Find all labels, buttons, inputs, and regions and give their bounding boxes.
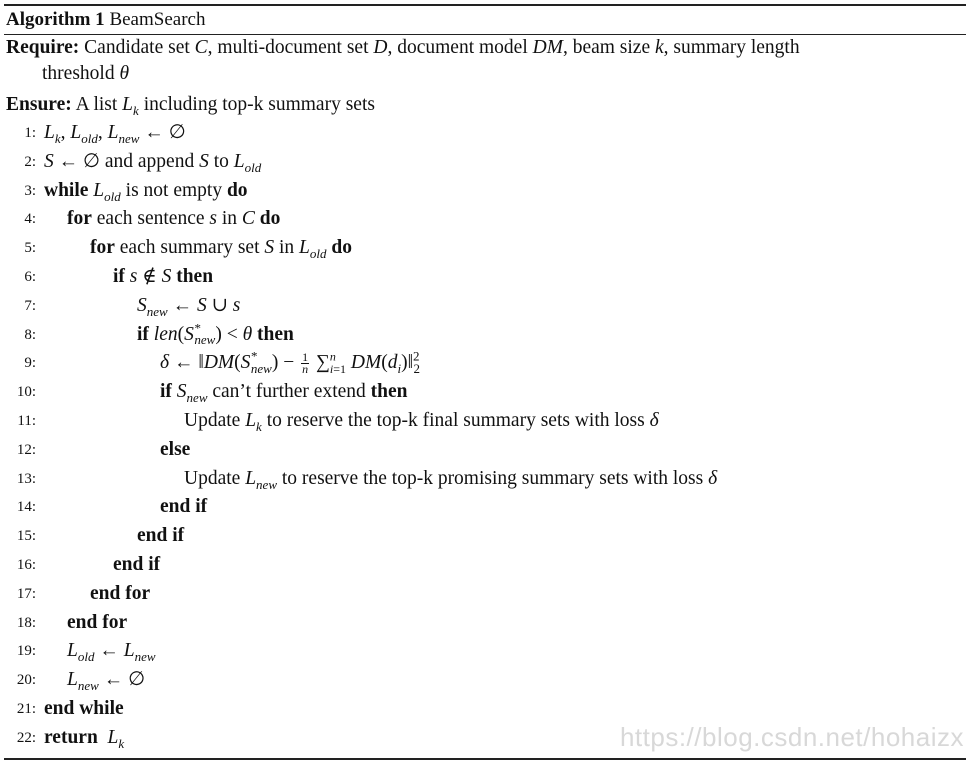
algo-line-15	[4, 522, 966, 551]
algo-line-16	[4, 551, 966, 580]
line-number: 18:	[16, 614, 36, 631]
algo-line-7	[4, 292, 966, 321]
require-text-6: threshold	[42, 63, 120, 84]
watermark-text: https://blog.csdn.net/hohaizx	[619, 722, 964, 752]
var-D: D	[373, 37, 388, 58]
line-content: end while	[44, 697, 124, 719]
require-text-3: , document model	[387, 37, 533, 58]
line-number: 10:	[16, 384, 36, 401]
bottom-rule	[4, 758, 966, 760]
line-content: end for	[90, 582, 151, 604]
ensure-line	[4, 90, 966, 119]
require-line	[4, 35, 966, 61]
algo-line-3	[4, 177, 966, 206]
algo-line-1	[4, 119, 966, 148]
line-number: 22:	[16, 729, 36, 746]
algorithm-title	[4, 6, 966, 34]
line-number: 16:	[16, 556, 36, 573]
line-content: if $S_{new}$ can’t further extend then	[160, 381, 408, 406]
algo-line-18	[4, 609, 966, 638]
line-content: return $L_k$	[44, 726, 125, 751]
algo-line-21	[4, 695, 966, 724]
algo-line-4	[4, 205, 966, 234]
line-content: $L_k$, $L_{old}$, $L_{new}$ ← ∅	[44, 122, 186, 146]
line-number: 11:	[17, 412, 36, 429]
line-content: end if	[113, 553, 161, 575]
require-line-cont	[4, 61, 966, 90]
algo-line-12	[4, 436, 966, 465]
algo-line-6	[4, 263, 966, 292]
algo-line-9	[4, 349, 966, 378]
algorithm-block	[4, 4, 966, 753]
algo-line-8	[4, 321, 966, 350]
algo-line-5	[4, 234, 966, 263]
var-theta: θ	[119, 63, 130, 84]
require-text-2: , multi-document set	[207, 37, 374, 58]
line-number: 20:	[16, 672, 36, 689]
var-Lk: $L_k$	[122, 94, 139, 118]
line-number: 1:	[24, 125, 36, 141]
algo-line-13	[4, 465, 966, 494]
require-label: Require:	[6, 37, 80, 58]
line-content: if $len(S^*_{new}) < \theta$ then	[137, 320, 294, 348]
ensure-text-1: A list	[75, 94, 123, 115]
algo-line-14	[4, 493, 966, 522]
line-number: 3:	[24, 182, 36, 199]
algorithm-name: BeamSearch	[109, 9, 206, 30]
line-content: $L_{new}$ ← ∅	[67, 669, 146, 694]
line-content: for each sentence s in C do	[67, 208, 281, 230]
line-number: 12:	[16, 441, 36, 458]
line-number: 17:	[16, 585, 36, 602]
line-number: 5:	[24, 240, 36, 257]
algo-line-10	[4, 378, 966, 407]
line-content: Update $L_k$ to reserve the top-k final summary sets with loss δ	[184, 409, 659, 434]
line-content: if s ∉ S then	[113, 265, 214, 287]
require-text-4: , beam size	[562, 37, 655, 58]
line-number: 15:	[16, 528, 36, 545]
ensure-label: Ensure:	[6, 94, 72, 115]
line-number: 4:	[24, 211, 36, 228]
line-number: 14:	[16, 499, 36, 516]
line-content: $S_{new}$ ← S ∪ s	[137, 294, 241, 319]
var-k: k	[655, 37, 664, 58]
require-text-5: , summary length	[663, 37, 800, 58]
algorithm-label: Algorithm 1	[6, 9, 105, 30]
line-number: 13:	[16, 470, 36, 487]
line-content: end if	[137, 525, 185, 547]
line-content: while $L_{old}$ is not empty do	[44, 179, 248, 204]
line-content: else	[160, 438, 191, 460]
require-text-1: Candidate set	[84, 37, 195, 58]
line-content: end for	[67, 611, 128, 633]
algo-line-20	[4, 666, 966, 695]
line-content: end if	[160, 496, 208, 518]
line-content: for each summary set S in $L_{old}$ do	[90, 237, 352, 262]
ensure-text-2: including top-k summary sets	[138, 94, 375, 115]
line-number: 2:	[24, 153, 36, 170]
algo-line-2	[4, 148, 966, 177]
line-number: 8:	[24, 326, 36, 343]
line-content: Update $L_{new}$ to reserve the top-k promising summary sets with loss δ	[184, 467, 718, 492]
line-number: 6:	[24, 268, 36, 285]
line-number: 9:	[24, 355, 36, 372]
algo-line-19	[4, 637, 966, 666]
var-DM: DM	[532, 37, 563, 58]
line-number: 7:	[24, 297, 36, 314]
var-C: C	[194, 37, 208, 58]
line-number: 19:	[16, 643, 36, 660]
line-content: S ← ∅ and append S to $L_{old}$	[44, 150, 262, 175]
algo-line-11	[4, 407, 966, 436]
line-content: δ ← $‖DM(S^*_{new})$ − $\frac{1}{n}$ ∑$^n_{i=1}$ $DM(d_i)‖^2_2$	[160, 348, 421, 377]
line-content: $L_{old}$ ← $L_{new}$	[67, 640, 156, 665]
algo-line-17	[4, 580, 966, 609]
line-number: 21:	[16, 700, 36, 717]
